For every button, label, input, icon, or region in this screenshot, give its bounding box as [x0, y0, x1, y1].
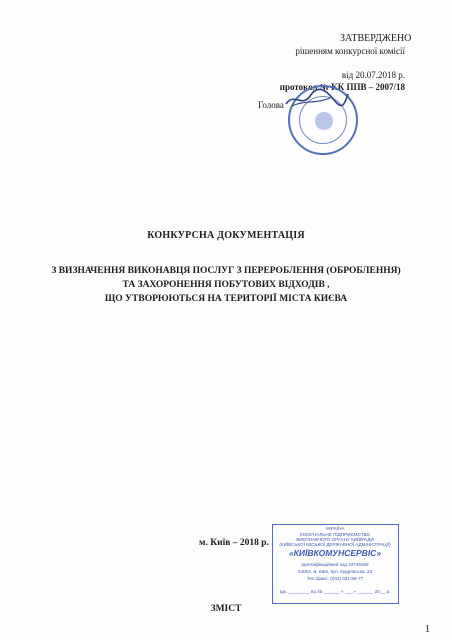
approval-commission: рішенням конкурсної комісії — [295, 46, 405, 56]
stamp-company-name: «КИЇВКОМУНСЕРВІС» — [288, 548, 382, 558]
stamp-org-line-3: (КИЇВСЬКОЇ МІСЬКОЇ ДЕРЖАВНОЇ АДМІНІСТРАЦІЇ) — [279, 542, 391, 547]
subtitle-line-3: ЩО УТВОРЮЮТЬСЯ НА ТЕРИТОРІЇ МІСТА КИЄВА — [104, 294, 348, 304]
stamp-registration-line: Ідк. ________ вх.№ ______ « ___» ______ 20__ р. — [279, 590, 391, 595]
approval-head: Голова — [258, 100, 284, 110]
subtitle-line-2: ТА ЗАХОРОНЕННЯ ПОБУТОВИХ ВІДХОДІВ , — [122, 280, 330, 290]
subtitle-line-1: З ВИЗНАЧЕННЯ ВИКОНАВЦЯ ПОСЛУГ З ПЕРЕРОБЛЕННЯ (ОБРОБЛЕННЯ) — [51, 266, 401, 276]
stamp-org-line-1: КОМУНАЛЬНЕ ПІДПРИЄМСТВО — [299, 532, 371, 537]
round-seal-emblem — [315, 112, 333, 130]
city-year: м. Київ – 2018 р. — [199, 538, 269, 548]
page-number: 1 — [425, 624, 430, 635]
approval-protocol: протокол № КК ППВ – 2007/18 — [279, 82, 405, 92]
document-title: КОНКУРСНА ДОКУМЕНТАЦІЯ — [147, 230, 305, 241]
organization-stamp — [272, 524, 399, 604]
stamp-code: Ідентифікаційний код 33745659 — [301, 562, 369, 567]
approval-date: від 20.07.2018 р. — [341, 70, 405, 80]
stamp-phone: Тел./факс: (044) 331-86-77 — [306, 576, 364, 581]
stamp-org-line-2: ВИКОНАВЧОГО ОРГАНУ КИЇВРАДИ — [296, 537, 374, 542]
approval-title: ЗАТВЕРДЖЕНО — [340, 33, 412, 44]
signature — [282, 86, 352, 112]
stamp-address: 04053, м. Київ, вул. Кудрявська, 23 — [297, 569, 373, 574]
stamp-country: УКРАЇНА — [325, 526, 345, 531]
contents-heading: ЗМІСТ — [210, 604, 242, 614]
